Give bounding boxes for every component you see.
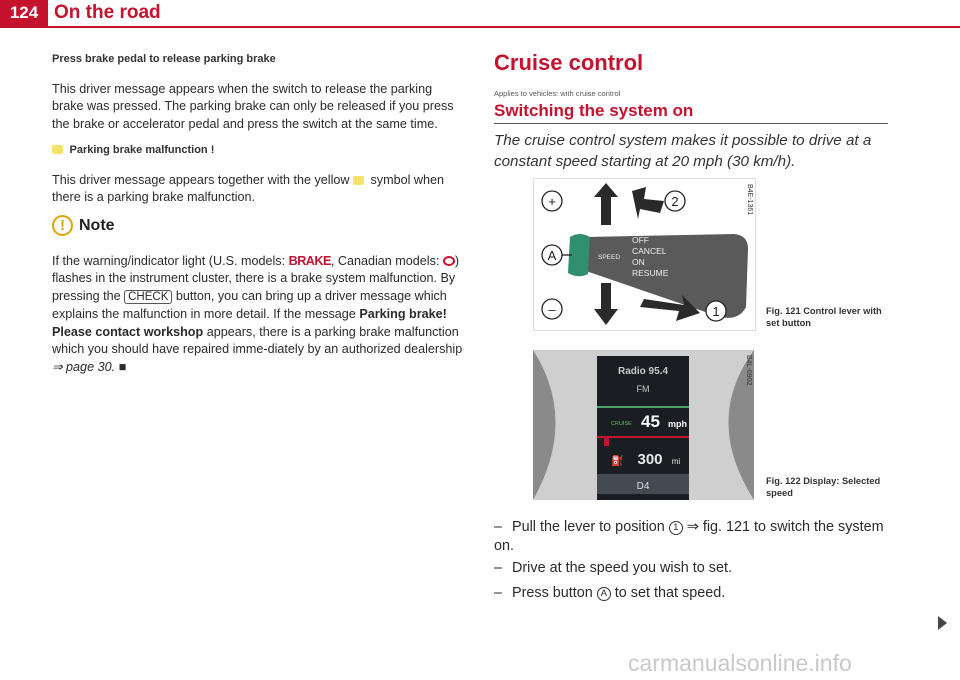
- fig-reference-link[interactable]: ⇒ fig. 121 to switch the system on.: [494, 519, 884, 554]
- list-dash: –: [494, 560, 503, 576]
- watermark: carmanualsonline.info: [628, 650, 852, 676]
- yellow-brake-symbol-icon: [353, 176, 364, 185]
- callout-a-ref: A: [597, 587, 611, 601]
- heading-rule: [494, 123, 888, 124]
- text: button, you can bring up a driver message which explains the malfunction in more detail. If the message: [52, 288, 447, 322]
- callout-minus-label: –: [548, 302, 556, 317]
- cruise-control-heading: Cruise control: [494, 50, 644, 75]
- step-2: [494, 559, 894, 578]
- next-page-arrow-icon[interactable]: [938, 616, 947, 630]
- text: Drive at the speed you wish to set.: [512, 560, 732, 576]
- callout-plus-label: +: [548, 194, 556, 209]
- speed-label: SPEED: [598, 254, 621, 261]
- malfunction-heading: [52, 141, 464, 160]
- text: symbol when there is a parking brake malfunction.: [52, 172, 444, 205]
- resume-label: RESUME: [632, 268, 669, 278]
- gear-indicator: D4: [636, 481, 650, 492]
- brake-warning-circle-icon: [443, 256, 455, 266]
- page-number: 124: [0, 0, 48, 26]
- list-dash: –: [494, 519, 503, 535]
- applies-to-note: Applies to vehicles: with cruise control: [494, 89, 621, 98]
- text: appears, there is a parking brake malfunction which you should have repaired imme-diately by an authorized dealership: [52, 324, 463, 357]
- figure-code: B4L-0902: [745, 355, 752, 386]
- figure-code: B4E-1361: [746, 184, 753, 216]
- text: ) flashes in the instrument cluster, there is a brake system malfunction. By pressing the: [52, 253, 460, 303]
- fig-121-caption: Fig. 121 Control lever with set button: [766, 306, 882, 328]
- check-key: CHECK: [124, 290, 172, 304]
- list-dash: –: [494, 585, 503, 601]
- control-lever-illustration: [534, 179, 755, 330]
- range-value: 300: [637, 451, 663, 468]
- text: If the warning/indicator light (U.S. models:: [52, 253, 286, 268]
- cruise-indicator: CRUISE: [611, 421, 632, 427]
- header-rule: [0, 26, 960, 28]
- parking-release-paragraph: This driver message appears when the switch to release the parking brake was pressed. The parking brake can only be released if you press the brake or accelerator pedal and press the switch at the same time.: [52, 81, 454, 131]
- fig-122-display: [533, 350, 754, 500]
- fig-121-control-lever: [533, 178, 756, 331]
- note-header: [52, 215, 464, 236]
- heading: Parking brake malfunction !: [69, 144, 215, 156]
- text: This driver message appears together with the yellow: [52, 172, 350, 187]
- speed-unit: mph: [668, 419, 687, 429]
- up-arrow-icon: [594, 183, 618, 225]
- fig-122-caption: Fig. 122 Display: Selected speed: [766, 476, 881, 498]
- malfunction-paragraph: [52, 172, 464, 207]
- instrument-display-illustration: [533, 350, 754, 500]
- note-paragraph: [52, 253, 464, 377]
- band-text: FM: [636, 384, 650, 394]
- off-label: OFF: [632, 235, 649, 245]
- fuel-pump-icon: ⛽: [611, 456, 624, 467]
- heading: Press brake pedal to release parking brake: [52, 53, 276, 65]
- text: , Canadian models:: [330, 253, 440, 268]
- note-exclamation-icon: !: [52, 215, 73, 236]
- cancel-label: CANCEL: [632, 246, 667, 256]
- text: Pull the lever to position: [512, 519, 665, 535]
- on-label: ON: [632, 257, 645, 267]
- switching-on-heading: Switching the system on: [494, 101, 694, 120]
- step-1: [494, 518, 894, 556]
- note-title: Note: [79, 216, 115, 234]
- end-mark: ■: [118, 359, 127, 374]
- warning-indicator-icon: [604, 438, 609, 446]
- text: Press button: [512, 585, 593, 601]
- callout-2-label: 2: [671, 194, 679, 209]
- intro-paragraph: The cruise control system makes it possible to drive at a constant speed starting at 20 mph (30 km/h).: [494, 132, 872, 170]
- callout-a-label: A: [547, 248, 557, 263]
- brake-warning-word: BRAKE: [288, 253, 331, 268]
- pull-arrow-icon: [632, 187, 664, 219]
- callout-1-label: 1: [712, 304, 720, 319]
- driver-message: Parking brake! Please contact workshop: [52, 307, 447, 339]
- set-speed-value: 45: [641, 412, 660, 431]
- down-arrow-icon: [594, 283, 618, 325]
- parking-release-heading: [52, 50, 464, 69]
- section-title: On the road: [54, 2, 161, 23]
- radio-text: Radio 95.4: [617, 366, 669, 377]
- yellow-brake-symbol-icon: [52, 145, 63, 154]
- text: to set that speed.: [614, 585, 726, 601]
- range-unit: mi: [671, 457, 681, 466]
- step-3: [494, 584, 894, 603]
- page-reference-link[interactable]: ⇒ page 30.: [52, 359, 116, 374]
- callout-1-ref: 1: [669, 521, 683, 535]
